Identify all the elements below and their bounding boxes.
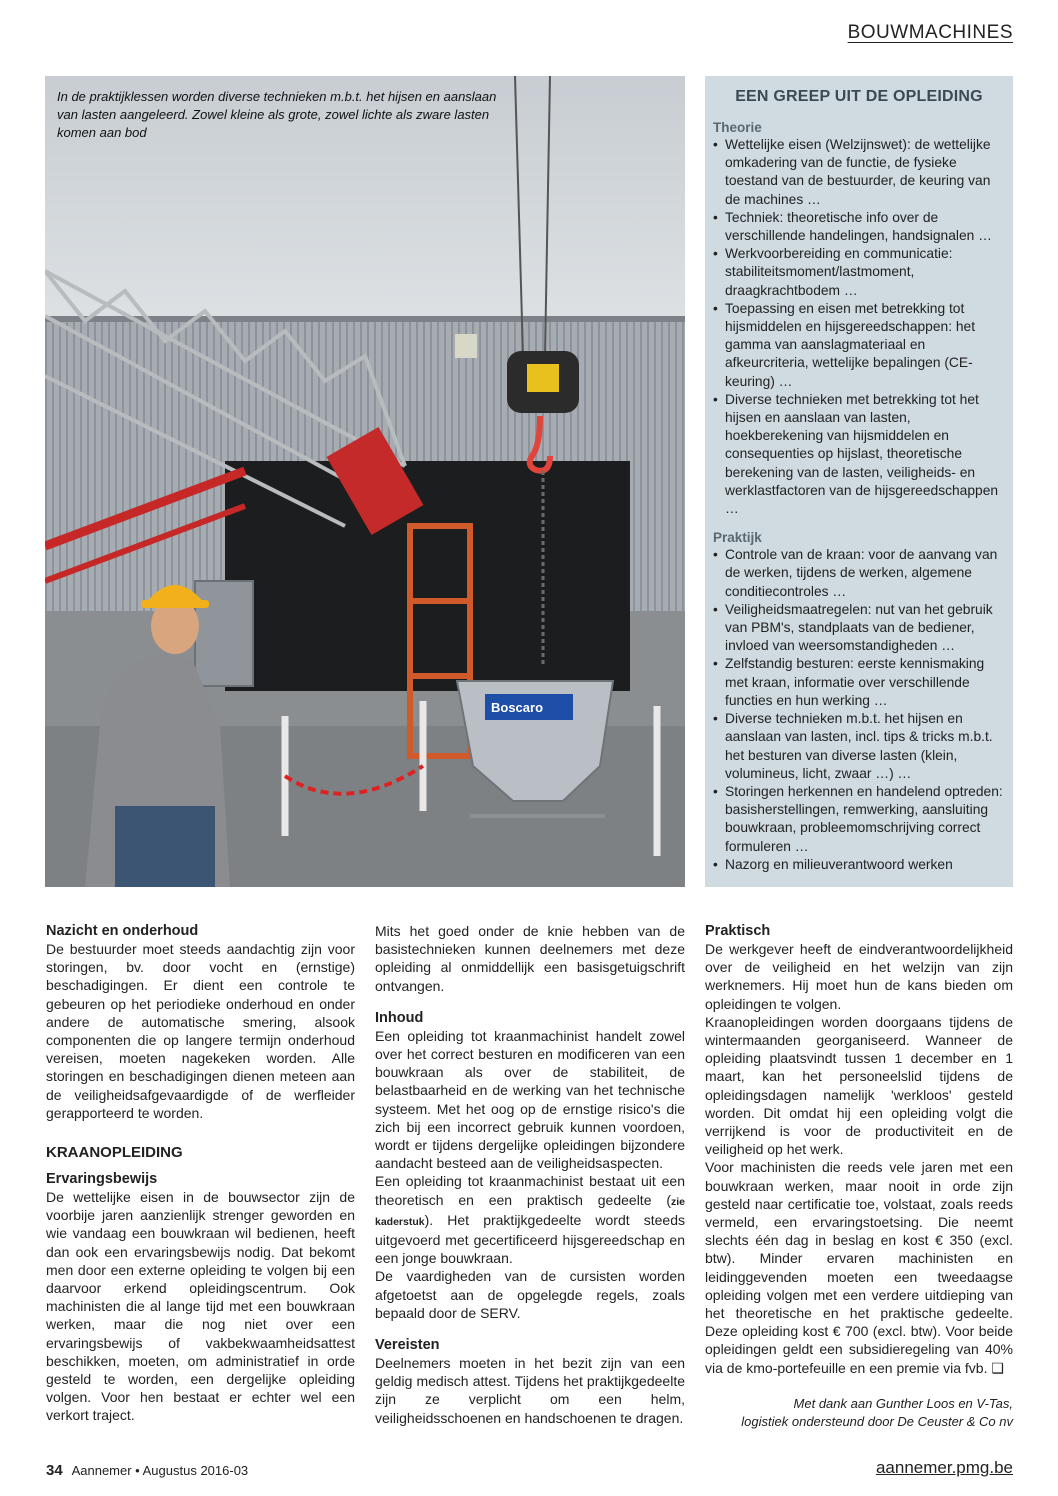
list-item: • Zelfstandig besturen: eerste kennismaking met kraan, informatie over verschillende functies en hun werking … bbox=[713, 655, 1005, 710]
paragraph: Kraanopleidingen worden doorgaans tijdens de wintermaanden georganiseerd. Wanneer de opleiding plaatsvindt tussen 1 december en 1 maart, kan het personeelslid tijdens de opleidingsdagen namelijk 'werkloos' gesteld worden. Dit omdat hij een opleiding volgt die verrijkend is voor de productiviteit en de veiligheid op het werk. bbox=[705, 1013, 1013, 1158]
subheading: Praktisch bbox=[705, 923, 771, 939]
article-column-2 bbox=[375, 922, 685, 1427]
magazine-issue: Aannemer • Augustus 2016-03 bbox=[71, 1463, 249, 1478]
page-number: 34 bbox=[46, 1462, 63, 1479]
section-heading: KRAANOPLEIDING bbox=[46, 1144, 183, 1162]
list-item: • Storingen herkennen en handelend optreden: basisherstellingen, remwerking, aansluiting bouwkraan, probleemomschrijving correct formuleren … bbox=[713, 783, 1005, 856]
paragraph: De wettelijke eisen in de bouwsector zijn de voorbije jaren aanzienlijk strenger geworden en wie vandaag een bouwkraan wil bedienen, heeft dan ook een ervaringsbewijs nodig. Dat bekomt men door een externe opleiding te volgen bij een daarvoor erkend opleidingscentrum. Ook machinisten die al lange tijd met een bouwkraan werken, maar die nog niet over een ervaringsbewijs of vakbekwaamheidsattest beschikken, moeten, om administratief in orde gesteld te worden, een dergelijke opleiding volgen. Voor hen bestaat er echter wel een verkort traject. bbox=[46, 1189, 355, 1424]
crane-training-illustration bbox=[45, 76, 685, 887]
paragraph: Mits het goed onder de knie hebben van de basistechnieken kunnen deelnemers met deze opleiding al onmiddellijk een basisgetuigschrift ontvangen. bbox=[375, 923, 685, 994]
box-reference: zie kaderstuk bbox=[375, 1195, 685, 1228]
list-item: • Nazorg en milieuverantwoord werken bbox=[713, 856, 1005, 874]
subheading: Inhoud bbox=[375, 1009, 424, 1026]
list-item: • Diverse technieken m.b.t. het hijsen en aanslaan van lasten, incl. tips & tricks m.b.t. het besturen van diverse lasten (klein, volumineus, licht, zwaar …) … bbox=[713, 710, 1005, 783]
subheading: Vereisten bbox=[375, 1337, 440, 1354]
box-title: EEN GREEP UIT DE OPLEIDING bbox=[735, 88, 983, 105]
section-label: BOUWMACHINES bbox=[847, 22, 1013, 43]
praktijk-heading: Praktijk bbox=[713, 530, 762, 546]
acknowledgement: Met dank aan Gunther Loos en V-Tas, logistiek ondersteund door De Ceuster & Co nv bbox=[741, 1395, 1013, 1429]
subheading: Nazicht en onderhoud bbox=[46, 923, 199, 939]
bucket-brand: Boscaro bbox=[491, 700, 544, 715]
praktijk-list bbox=[713, 546, 1005, 874]
article-column-1 bbox=[46, 922, 355, 1425]
paragraph: Een opleiding tot kraanmachinist handelt zowel over het correct besturen en modificeren van een bouwkraan als over de stabiliteit, de belastbaarheid en de werking van het technische systeem. Met het oog op de ernstige risico's die zich bij een incorrect gebruik kunnen voordoen, wordt er tijdens dergelijke opleidingen bijzondere aandacht besteed aan de veiligheidsaspecten. bbox=[375, 1027, 685, 1172]
list-item: • Veiligheidsmaatregelen: nut van het gebruik van PBM's, standplaats van de bediener, invloed van weersomstandigheden … bbox=[713, 601, 1005, 656]
subheading: Ervaringsbewijs bbox=[46, 1171, 158, 1188]
list-item: • Wettelijke eisen (Welzijnswet): de wettelijke omkadering van de functie, de fysieke toestand van de bestuurder, de keuring van de machines … bbox=[713, 136, 1005, 209]
training-overview-box bbox=[705, 76, 1013, 887]
paragraph: De vaardigheden van de cursisten worden afgetoetst aan de opgelegde regels, zoals bepaald door de SERV. bbox=[375, 1268, 685, 1321]
list-item: • Diverse technieken met betrekking tot het hijsen en aanslaan van lasten, hoekberekening van hijsmiddelen en consequenties op hijslast, theoretische berekening van de lasten, veiligheids- en werklastfactoren van de hijsgereedschappen … bbox=[713, 391, 1005, 518]
list-item: • Controle van de kraan: voor de aanvang van de werken, tijdens de werken, algemene conditiecontroles … bbox=[713, 546, 1005, 601]
list-item: • Techniek: theoretische info over de verschillende handelingen, handsignalen … bbox=[713, 209, 1005, 245]
paragraph: Voor machinisten die reeds vele jaren met een bouwkraan werken, maar nooit in orde zijn gesteld naar certificatie toe, volstaat, zoals reeds vermeld, een ervaringstoetsing. Die neemt slechts één dag in beslag en kost € 350 (excl. btw). Minder ervaren machinisten en leidinggevenden moeten een tweedaagse opleiding volgen met een verdere uitdieping van het theoretische en het praktische gedeelte. Deze opleiding kost € 700 (excl. btw). Voor beide opleidingen geldt een subsidieregeling van 40% via de kmo-portefeuille en een premie via fvb. ❑ bbox=[705, 1159, 1013, 1376]
list-item: • Toepassing en eisen met betrekking tot hijsmiddelen en hijsgereedschappen: het gamma van aanslagmateriaal en afkeurcriteria, wettelijke bepalingen (CE-keuring) … bbox=[713, 300, 1005, 391]
page-footer bbox=[46, 1462, 248, 1479]
list-item: • Werkvoorbereiding en communicatie: stabiliteitsmoment/lastmoment, draagkrachtbodem … bbox=[713, 245, 1005, 300]
website-link[interactable]: aannemer.pmg.be bbox=[875, 1458, 1013, 1477]
photo-caption: In de praktijklessen worden diverse technieken m.b.t. het hijsen en aanslaan van lasten aangeleerd. Zowel kleine als grote, zowel lichte als zware lasten komen aan bod bbox=[57, 89, 497, 140]
article-column-3 bbox=[705, 922, 1013, 1431]
paragraph: Deelnemers moeten in het bezit zijn van een geldig medisch attest. Tijdens het praktijkgedeelte zijn ze verplicht om een helm, veiligheidsschoenen en handschoenen te dragen. bbox=[375, 1355, 685, 1426]
paragraph: De bestuurder moet steeds aandachtig zijn voor storingen, bv. door vocht en (ernstige) beschadigingen. Er dient een controle te gebeuren op het periodieke onderhoud en onder andere de automatische smering, alsook componenten die op langere termijn onderhoud vereisen, moeten nagekeken worden. Alle storingen en beschadigingen dienen meteen aan de veiligheidsafgevaardigde of de werfleider gerapporteerd te worden. bbox=[46, 941, 355, 1121]
paragraph: De werkgever heeft de eindverantwoordelijkheid over de veiligheid en het welzijn van zijn werknemers. Hij moet hun de kans bieden om opleidingen te volgen. bbox=[705, 941, 1013, 1012]
paragraph: Een opleiding tot kraanmachinist bestaat uit een theoretisch en een praktisch gedeelte (zie kaderstuk). Het praktijkgedeelte wordt steeds uitgevoerd met gecertificeerd hijsgereedschap en een jonge bouwkraan. bbox=[375, 1173, 685, 1267]
theorie-list bbox=[713, 136, 1005, 518]
article-photo bbox=[45, 76, 685, 887]
theorie-heading: Theorie bbox=[713, 120, 762, 135]
